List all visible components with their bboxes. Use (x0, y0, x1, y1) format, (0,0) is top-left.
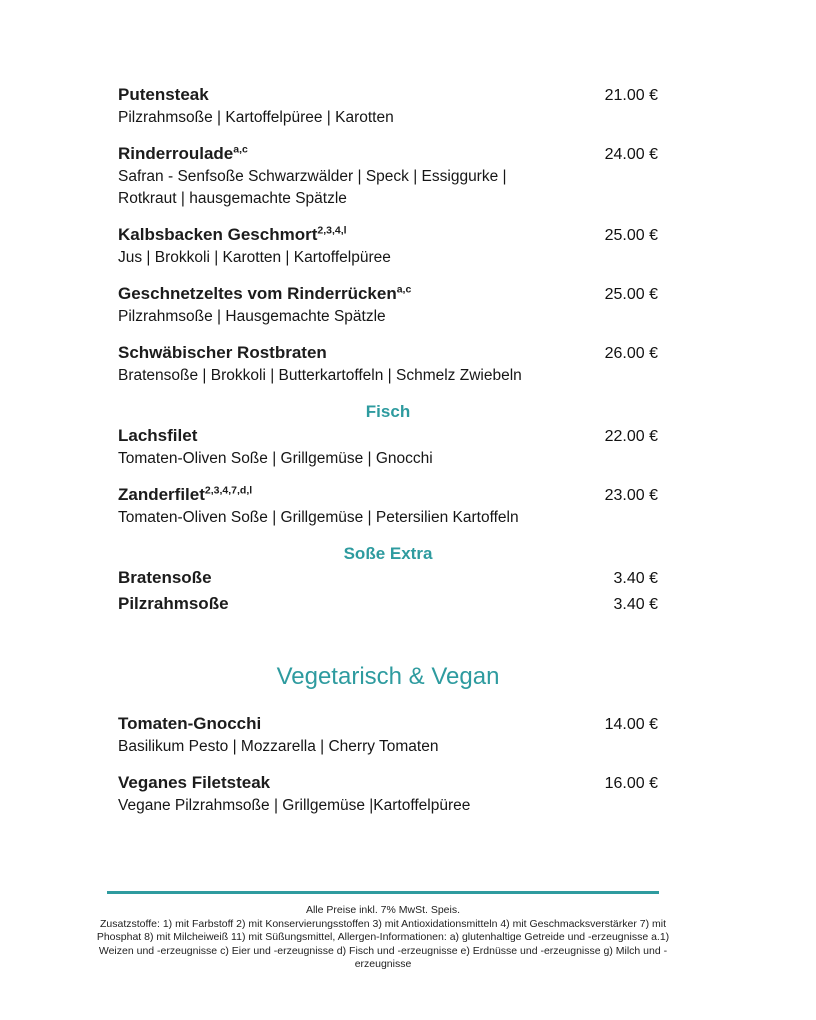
footer-additives-line: Phosphat 8) mit Milcheiweiß 11) mit Süßungsmittel, Allergen-Informationen: a) glutenhaltige Getreide und -erzeugnisse a.1) (96, 931, 670, 943)
menu-item-description: Bratensoße | Brokkoli | Butterkartoffeln | Schmelz Zwiebeln (118, 367, 522, 384)
menu-item-head (118, 143, 658, 166)
menu-item-name: Rinderroulade$^{a,c}$ (118, 143, 248, 163)
section-heading: Fisch (365, 402, 411, 421)
menu-content (118, 84, 658, 831)
menu-item-name: Geschnetzeltes vom Rinderrücken$^{a,c}$ (118, 283, 412, 303)
menu-item (118, 224, 658, 269)
menu-item-name: Schwäbischer Rostbraten (118, 343, 327, 362)
section-items (118, 425, 658, 529)
menu-item-name: Zanderfilet$^{2,3,4,7,d,l}$ (118, 484, 253, 504)
menu-item-description: Jus | Brokkoli | Karotten | Kartoffelpüree (118, 249, 391, 266)
footer-divider (107, 891, 659, 894)
menu-item (118, 772, 658, 817)
menu-item-price: 24.00 € (604, 146, 658, 163)
menu-item-description: Safran - Senfsoße Schwarzwälder | Speck | Essiggurke | (118, 168, 507, 185)
menu-item-description: Rotkraut | hausgemachte Spätzle (118, 190, 347, 207)
menu-item (118, 567, 658, 590)
menu-item-allergen-superscript: 2,3,4,7,d,l (204, 484, 253, 497)
menu-item (118, 84, 658, 129)
menu-item-price: 25.00 € (604, 286, 658, 303)
menu-item-description: Tomaten-Oliven Soße | Grillgemüse | Petersilien Kartoffeln (118, 509, 519, 526)
menu-item-head (118, 84, 658, 107)
menu-item-description: Basilikum Pesto | Mozzarella | Cherry Tomaten (118, 738, 439, 755)
section-heading: Soße Extra (343, 544, 433, 563)
menu-item (118, 593, 658, 616)
menu-item-price: 25.00 € (604, 227, 658, 244)
menu-item-description: Pilzrahmsoße | Hausgemachte Spätzle (118, 308, 386, 325)
menu-item-price: 21.00 € (604, 87, 658, 104)
menu-item-allergen-superscript: 2,3,4,l (317, 224, 347, 237)
menu-item-head (118, 567, 658, 590)
menu-item-head (118, 342, 658, 365)
menu-item-price: 23.00 € (604, 487, 658, 504)
menu-item-description: Tomaten-Oliven Soße | Grillgemüse | Gnocchi (118, 450, 433, 467)
footer-additives-line: Zusatzstoffe: 1) mit Farbstoff 2) mit Konservierungsstoffen 3) mit Antioxidationsmitteln 4) mit Geschmacksverstärker 7) mit (99, 917, 667, 930)
section-items (118, 567, 658, 616)
menu-item-price: 26.00 € (604, 345, 658, 362)
menu-item-price: 3.40 € (613, 596, 658, 613)
menu-item (118, 425, 658, 470)
menu-item-allergen-superscript: a,c (396, 283, 412, 296)
section-items (118, 84, 658, 387)
footer-additives-line: Weizen und -erzeugnisse c) Eier und -erzeugnisse d) Fisch und -erzeugnisse e) Erdnüsse und -erzeugnisse g) Milch und -erzeugnisse (98, 944, 668, 970)
menu-item-name: Pilzrahmsoße (118, 594, 229, 613)
menu-item-head (118, 224, 658, 247)
menu-item-allergen-superscript: a,c (233, 143, 248, 156)
menu-item-name: Lachsfilet (118, 426, 198, 445)
menu-item (118, 484, 658, 529)
footer (96, 904, 670, 972)
menu-item-head (118, 713, 658, 736)
menu-item (118, 143, 658, 210)
menu-item-head (118, 283, 658, 306)
menu-item-price: 14.00 € (604, 716, 658, 733)
menu-item (118, 713, 658, 758)
menu-item-head (118, 425, 658, 448)
menu-item-price: 22.00 € (604, 428, 658, 445)
menu-item (118, 342, 658, 387)
menu-item-head (118, 484, 658, 507)
footer-price-note: Alle Preise inkl. 7% MwSt. Speis. (305, 904, 461, 916)
menu-item-name: Veganes Filetsteak (118, 773, 271, 792)
section-items (118, 713, 658, 817)
menu-item-price: 16.00 € (604, 775, 658, 792)
menu-item-name: Kalbsbacken Geschmort$^{2,3,4,l}$ (118, 224, 347, 244)
menu-item-price: 3.40 € (613, 570, 658, 587)
menu-item-name: Putensteak (118, 85, 209, 104)
menu-item-name: Tomaten-Gnocchi (118, 714, 262, 733)
menu-item-head (118, 772, 658, 795)
menu-item-description: Vegane Pilzrahmsoße | Grillgemüse |Kartoffelpüree (118, 797, 471, 814)
menu-item-head (118, 593, 658, 616)
menu-item (118, 283, 658, 328)
menu-item-description: Pilzrahmsoße | Kartoffelpüree | Karotten (118, 109, 394, 126)
section-heading: Vegetarisch & Vegan (276, 663, 500, 690)
menu-item-name: Bratensoße (118, 568, 212, 587)
